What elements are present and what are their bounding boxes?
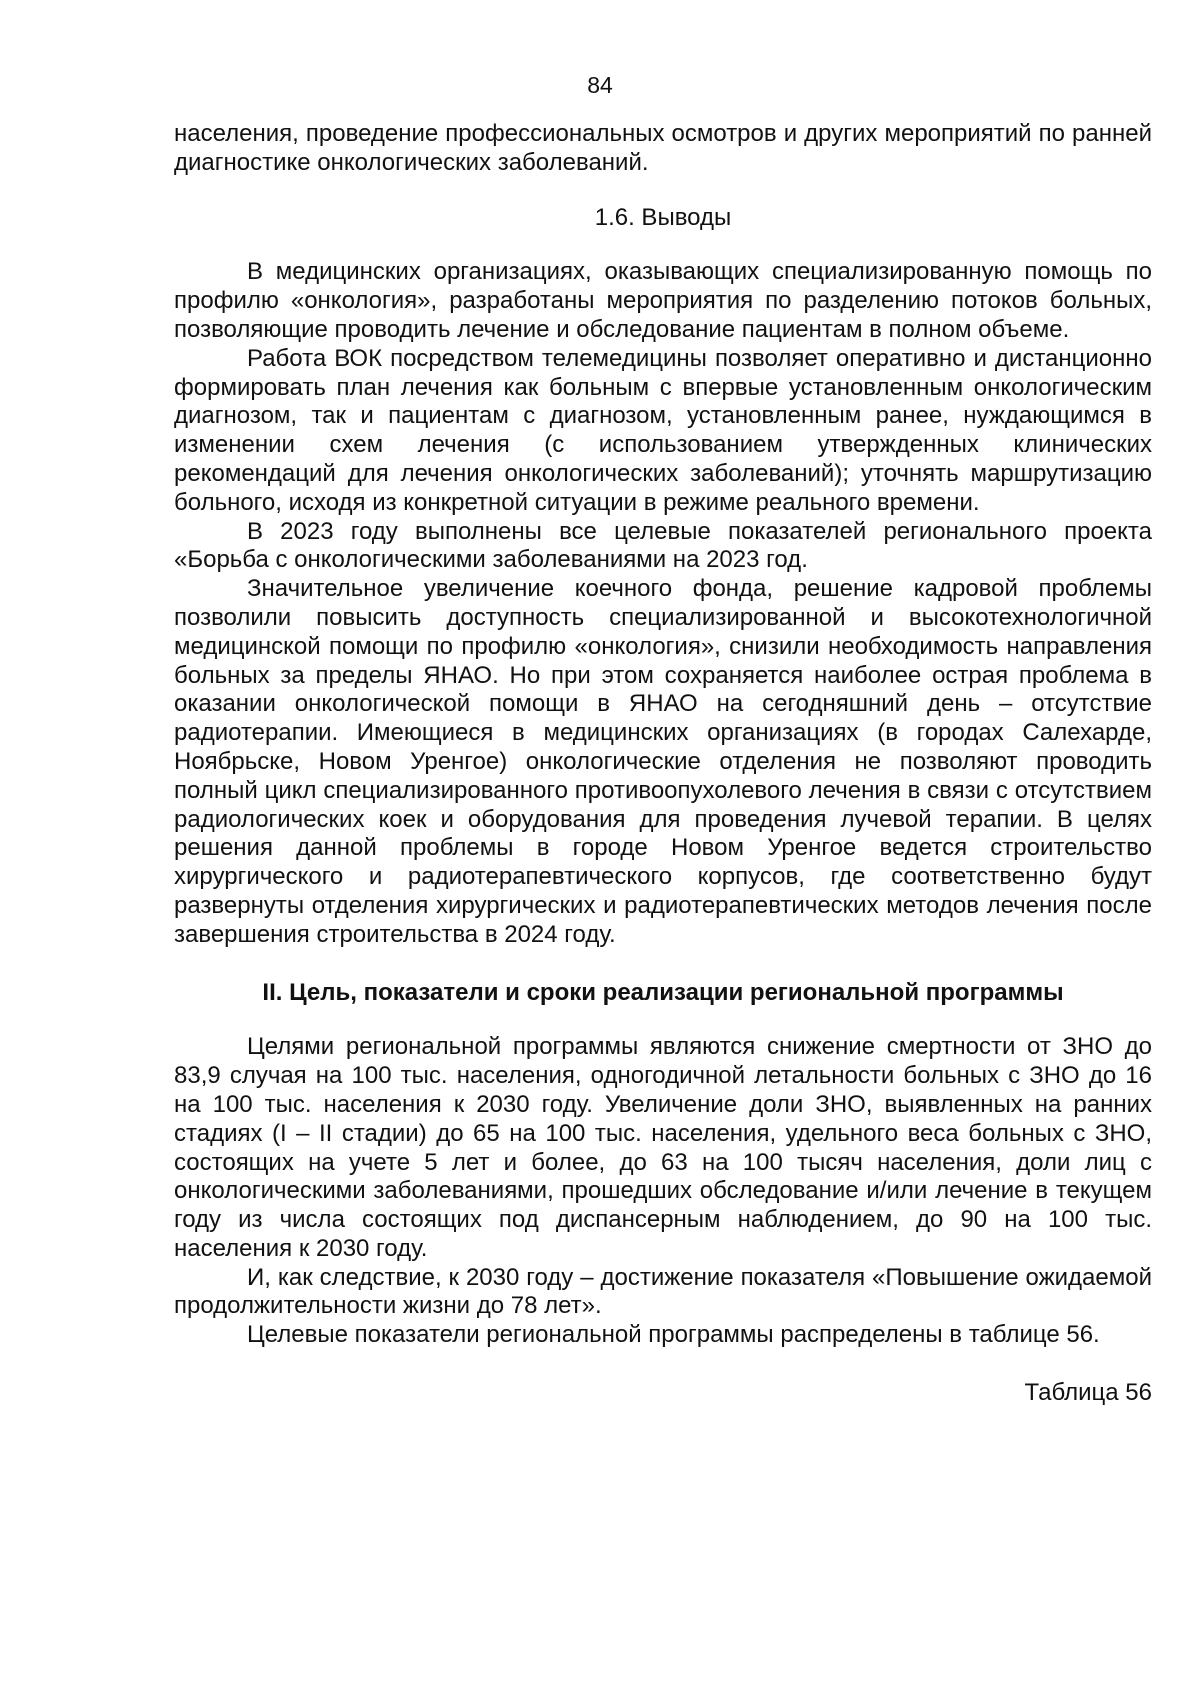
program-goals-paragraph: И, как следствие, к 2030 году – достижение показателя «Повышение ожидаемой продолжительности жизни до 78 лет». [174,1263,1152,1320]
section-title-program-goals: II. Цель, показатели и сроки реализации региональной программы [262,978,1064,1006]
conclusions-paragraph: Значительное увеличение коечного фонда, решение кадровой проблемы позволили повысить доступность специализированной и высокотехнологичной медицинской помощи по профилю «онкология», снизили необходимость направления больных за пределы ЯНАО. Но при этом сохраняется наиболее острая проблема в оказании онкологической помощи в ЯНАО на сегодняшний день – отсутствие радиотерапии. Имеющиеся в медицинских организациях (в городах Салехарде, Ноябрьске, Новом Уренгое) онкологические отделения не позволяют проводить полный цикл специализированного противоопухолевого лечения в связи с отсутствием радиологических коек и оборудования для проведения лучевой терапии. В целях решения данной проблемы в городе Новом Уренгое ведется строительство хирургического и радиотерапевтического корпусов, где соответственно будут развернуты отделения хирургических и радиотерапевтических методов лечения после завершения строительства в 2024 году. [174,575,1152,948]
conclusions-paragraph: В медицинских организациях, оказывающих специализированную помощь по профилю «онкология», разработаны мероприятия по разделению потоков больных, позволяющие проводить лечение и обследование пациентам в полном объеме. [174,258,1152,343]
program-goals-paragraph: Целями региональной программы являются снижение смертности от ЗНО до 83,9 случая на 100 тыс. населения, одногодичной летальности больных с ЗНО до 16 на 100 тыс. населения к 2030 году. Увеличение доли ЗНО, выявленных на ранних стадиях (I – II стадии) до 65 на 100 тыс. населения, удельного веса больных с ЗНО, состоящих на учете 5 лет и более, до 63 на 100 тысяч населения, доли лиц с онкологическими заболеваниями, прошедших обследование и/или лечение в текущем году из числа состоящих под диспансерным наблюдением, до 90 на 100 тыс. населения к 2030 году. [174,1033,1152,1262]
table-caption: Таблица 56 [1024,1379,1152,1407]
program-goals-paragraph: Целевые показатели региональной программы распределены в таблице 56. [247,1321,1100,1349]
intro-paragraph: населения, проведение профессиональных осмотров и других мероприятий по ранней диагностике онкологических заболеваний. [174,120,1152,176]
conclusions-paragraph: В 2023 году выполнены все целевые показателей регионального проекта «Борьба с онкологическими заболеваниями на 2023 год. [174,517,1152,574]
page-number: 84 [587,72,613,98]
section-title-conclusions: 1.6. Выводы [594,203,732,231]
program-goals-section [174,1033,1152,1350]
conclusions-paragraph: Работа ВОК посредством телемедицины позволяет оперативно и дистанционно формировать план лечения как больным с впервые установленным онкологическим диагнозом, так и пациентам с диагнозом, установленным ранее, нуждающимся в изменении схем лечения (с использованием утвержденных клинических рекомендаций для лечения онкологических заболеваний); уточнять маршрутизацию больного, исходя из конкретной ситуации в режиме реального времени. [174,344,1152,516]
page-content [174,120,1152,1408]
conclusions-section [174,258,1152,949]
